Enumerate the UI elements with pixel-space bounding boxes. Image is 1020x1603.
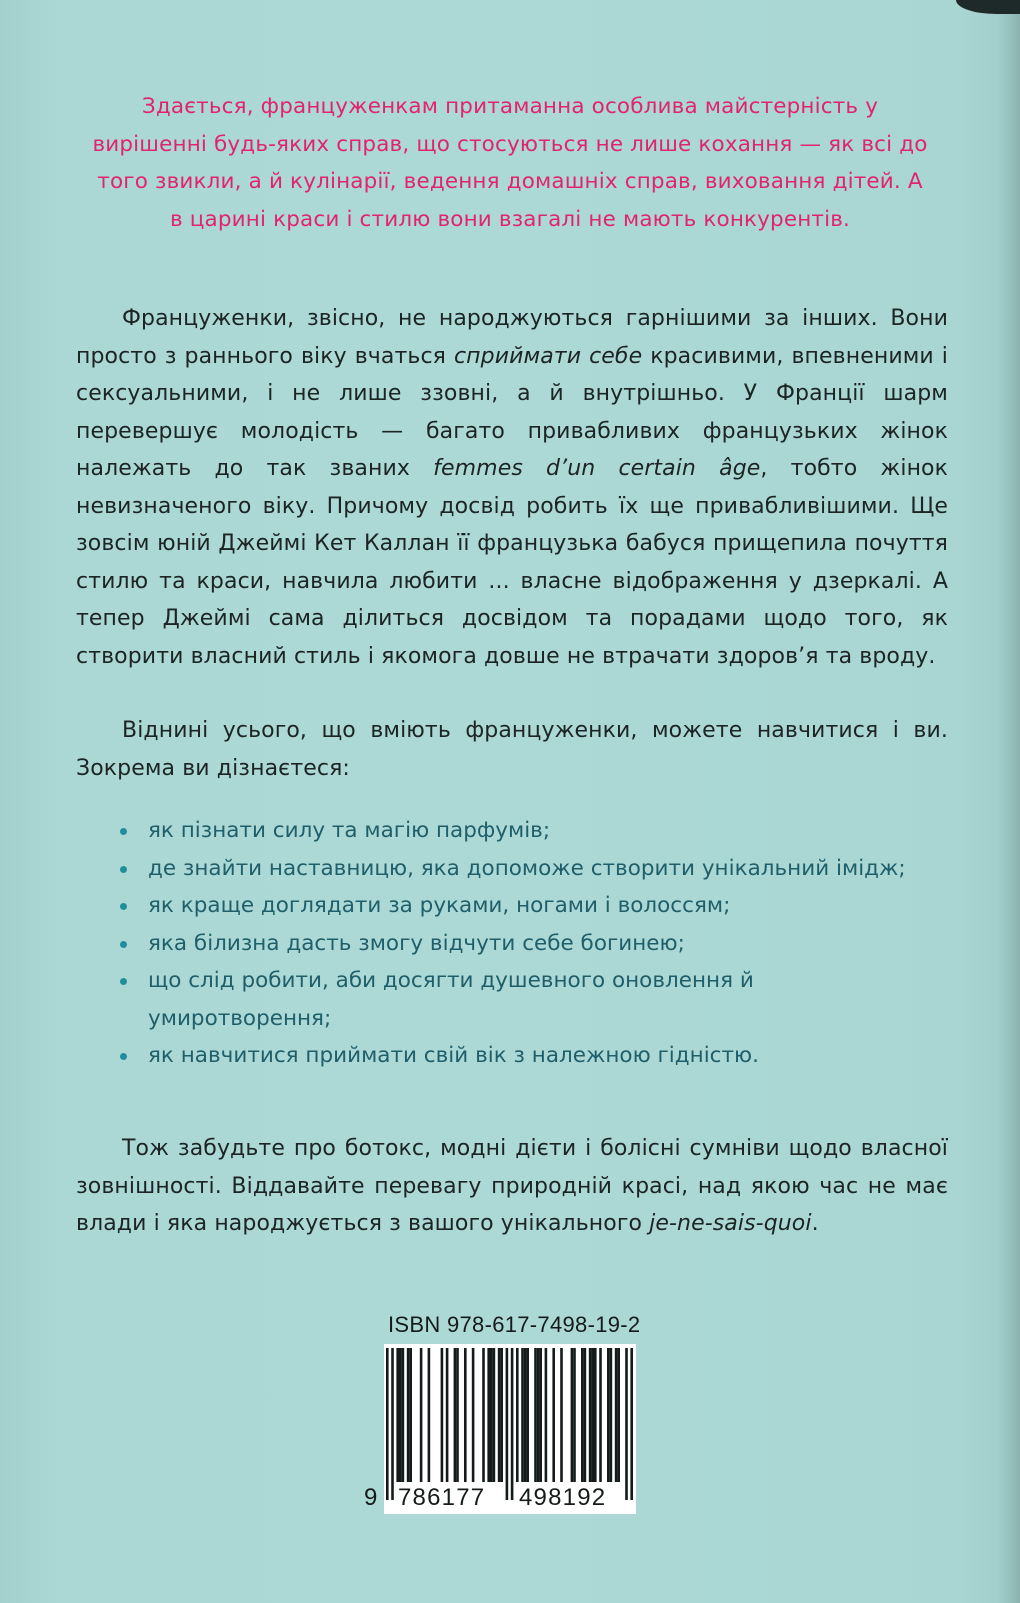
barcode-left-digits: 786177 bbox=[398, 1484, 486, 1511]
barcode-bar bbox=[615, 1348, 618, 1482]
barcode-bar bbox=[454, 1348, 457, 1482]
barcode-bar bbox=[584, 1348, 587, 1482]
barcode-bar bbox=[441, 1348, 444, 1482]
barcode-bar bbox=[446, 1348, 449, 1482]
barcode-bar bbox=[482, 1348, 485, 1482]
cover-edge-shadow bbox=[998, 0, 1020, 1603]
barcode-bar bbox=[571, 1348, 574, 1482]
barcode-first-digit: 9 bbox=[364, 1484, 379, 1511]
barcode-bar bbox=[487, 1348, 490, 1482]
barcode-bar bbox=[630, 1348, 633, 1500]
barcode-bar bbox=[420, 1348, 423, 1482]
barcode-bar bbox=[498, 1348, 501, 1482]
barcode-bar bbox=[617, 1348, 620, 1482]
para3-italic-1: je-ne-sais-quoi bbox=[649, 1211, 812, 1236]
list-item-text: яка білизна дасть змогу відчути себе богинею; bbox=[148, 930, 685, 956]
bullet-dot-icon bbox=[120, 828, 127, 835]
description-paragraph-1 bbox=[76, 300, 948, 675]
list-item bbox=[112, 812, 932, 850]
description-paragraph-3 bbox=[76, 1130, 948, 1243]
barcode-bar bbox=[573, 1348, 576, 1482]
list-item-text: як навчитися приймати свій вік з належною гідністю. bbox=[148, 1043, 759, 1068]
list-item bbox=[112, 1037, 932, 1075]
barcode-bar bbox=[625, 1348, 628, 1500]
para1-text-2: красивими, впевненими і сексуальними, і не лише ззовні, а й внутрішньо. У Франції шарм перевершує молодість — багато привабливих французьких жінок належать до так званих bbox=[76, 343, 949, 481]
barcode-bar bbox=[594, 1348, 597, 1482]
barcode-bar bbox=[581, 1348, 584, 1482]
barcode-bar bbox=[386, 1348, 389, 1500]
list-item bbox=[112, 962, 932, 1037]
barcode-bar bbox=[391, 1348, 394, 1500]
barcode-bar bbox=[490, 1348, 493, 1482]
barcode-bar bbox=[396, 1348, 399, 1482]
barcode-bar bbox=[399, 1348, 402, 1482]
barcode-bar bbox=[493, 1348, 496, 1482]
barcode-bar bbox=[516, 1348, 519, 1482]
list-item bbox=[112, 925, 932, 963]
para1-text-3: , тобто жінок невизначеного віку. Причому досвід робить їх ще привабливішими. Ще зовсім юній Джеймі Кет Каллан її французька бабуся прищепила почуття стилю та краси, навчила любити ... власне відображення у дзеркалі. А тепер Джеймі сама ділиться досвідом та порадами щодо того, як створити власний стиль і якомога довше не втрачати здоров’я та вроду. bbox=[76, 456, 948, 669]
bullet-dot-icon bbox=[120, 941, 127, 948]
para1-italic-1: сприймати себе bbox=[453, 343, 643, 369]
bullet-dot-icon bbox=[120, 903, 127, 910]
barcode-bar bbox=[534, 1348, 537, 1482]
barcode-bar bbox=[589, 1348, 592, 1482]
list-item-text: як краще доглядати за руками, ногами і волоссям; bbox=[148, 893, 731, 918]
isbn-label: ISBN 978-617-7498-19-2 bbox=[388, 1312, 641, 1337]
barcode-bar bbox=[537, 1348, 540, 1482]
barcode-bar bbox=[428, 1348, 431, 1482]
barcode-bar bbox=[456, 1348, 459, 1482]
para3-text-1: Тож забудьте про ботокс, модні дієти і болісні сумніви щодо власної зовнішності. Віддавайте перевагу природній красі, над якою час не має влади і яка народжується з вашого унікального bbox=[76, 1136, 948, 1236]
list-item-text: де знайти наставницю, яка допоможе створити унікальний імідж; bbox=[148, 855, 906, 881]
list-item bbox=[112, 850, 932, 888]
barcode-bar bbox=[539, 1348, 542, 1482]
barcode-bar bbox=[402, 1348, 405, 1482]
tagline: Здається, француженкам притаманна особлива майстерність у вирішенні будь-яких справ, що стосуються не лише кохання — як всі до того звикли, а й кулінарії, ведення домашніх справ, виховання дітей. А в царині краси і стилю вони взагалі не мають конкурентів. bbox=[92, 94, 928, 232]
barcode-bar bbox=[591, 1348, 594, 1482]
barcode-bar bbox=[521, 1348, 524, 1482]
barcode-bar bbox=[511, 1348, 514, 1500]
barcode-bar bbox=[599, 1348, 602, 1482]
barcode-bar bbox=[472, 1348, 475, 1482]
list-item bbox=[112, 887, 932, 925]
barcode-bar bbox=[545, 1348, 548, 1482]
feature-list bbox=[112, 812, 932, 1075]
list-item-text: як пізнати силу та магію парфумів; bbox=[148, 818, 551, 843]
barcode-bar bbox=[610, 1348, 613, 1482]
bullet-dot-icon bbox=[120, 1053, 127, 1060]
barcode-bar bbox=[560, 1348, 563, 1482]
para1-text-1: Француженки, звісно, не народжуються гарнішими за інших. Вони просто з раннього віку вчаться bbox=[76, 306, 948, 369]
barcode-bar bbox=[524, 1348, 527, 1482]
barcode-bar bbox=[526, 1348, 529, 1482]
description-paragraph-2: Віднині усього, що вміють француженки, можете навчитися і ви. Зокрема ви дізнаєтеся: bbox=[76, 718, 948, 781]
barcode-bar bbox=[506, 1348, 509, 1500]
para1-italic-2: femmes d’un certain âge bbox=[433, 456, 761, 481]
barcode-bar bbox=[409, 1348, 412, 1482]
bullet-dot-icon bbox=[120, 978, 127, 985]
barcode-bar bbox=[607, 1348, 610, 1482]
para3-text-2: . bbox=[811, 1211, 819, 1236]
barcode-bar bbox=[464, 1348, 467, 1482]
barcode-right-digits: 498192 bbox=[519, 1484, 607, 1511]
bullet-dot-icon bbox=[120, 866, 127, 873]
barcode-bar bbox=[552, 1348, 555, 1482]
barcode-bar bbox=[500, 1348, 503, 1482]
barcode-bar bbox=[407, 1348, 410, 1482]
list-item-text: що слід робити, аби досягти душевного оновлення й умиротворення; bbox=[148, 968, 754, 1031]
